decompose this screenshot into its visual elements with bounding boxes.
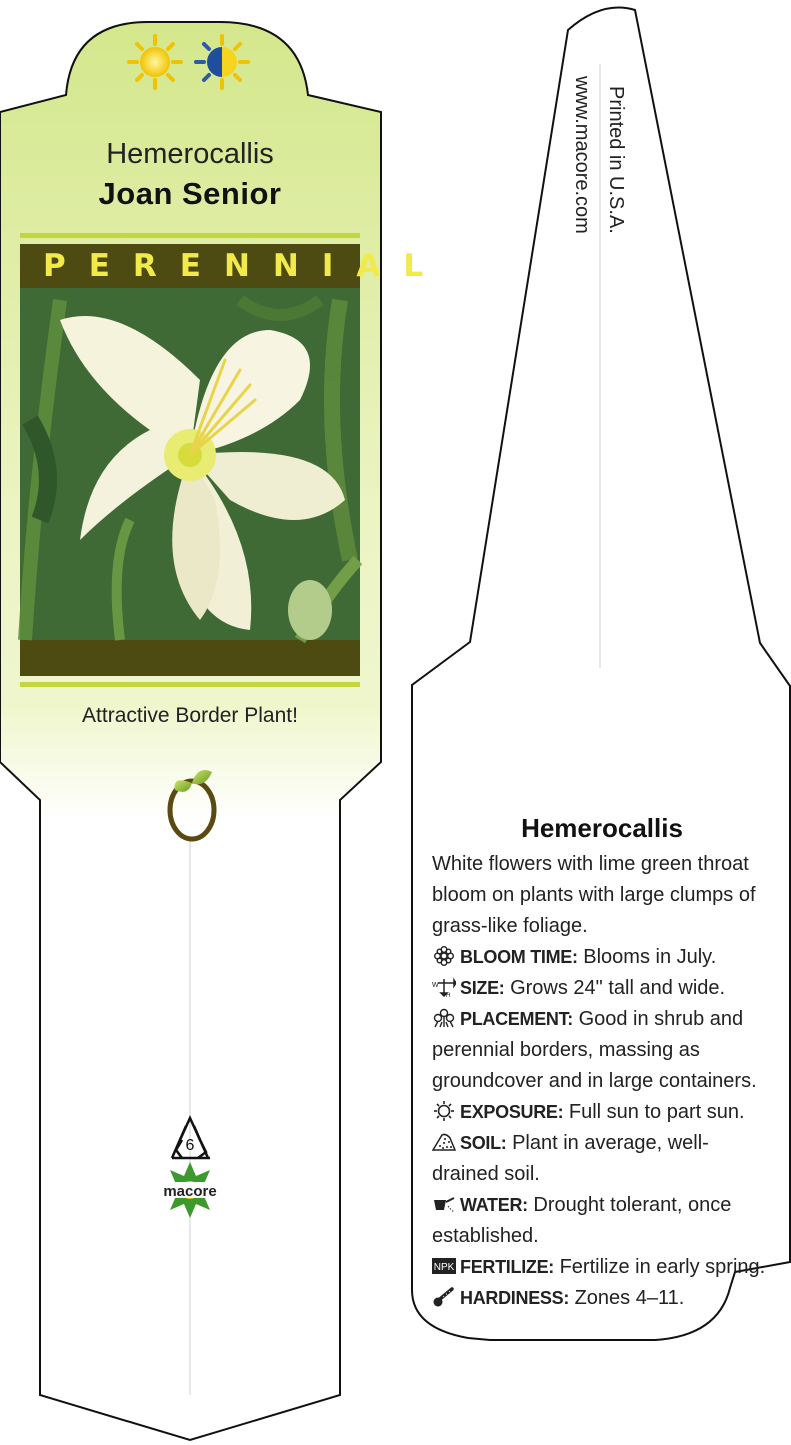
placement-row: PLACEMENT: Good in shrub and perennial borders, massing as groundcover and in large containers.: [432, 1008, 757, 1092]
hardiness-row: HARDINESS: Zones 4–11.: [432, 1283, 762, 1314]
placement-icon: [432, 1008, 456, 1028]
full-sun-icon: [129, 36, 181, 88]
website-link[interactable]: www.macore.com: [571, 76, 593, 234]
soil-icon: [432, 1132, 456, 1152]
part-sun-icon: [196, 36, 248, 88]
fertilize-icon: [432, 1256, 456, 1276]
exposure-row: EXPOSURE: Full sun to part sun.: [432, 1097, 762, 1128]
back-body: [432, 849, 766, 1314]
water-icon: [432, 1194, 456, 1214]
exposure-icon: [432, 1101, 456, 1121]
printed-in-label: Printed in U.S.A.: [605, 86, 627, 234]
tagline: Attractive Border Plant!: [82, 704, 298, 727]
hardiness-icon: [432, 1287, 456, 1307]
fertilize-row: NPK FERTILIZE: Fertilize in early spring.: [433, 1256, 766, 1278]
macore-logo-text: macore: [163, 1183, 217, 1200]
plant-cultivar: Joan Senior: [98, 176, 282, 211]
bloom-time-icon: [432, 946, 456, 966]
category-label: PERENNIAL: [43, 248, 447, 284]
flower-photo: [20, 288, 360, 640]
recycle-number: 6: [185, 1137, 195, 1154]
svg-text:NPK: NPK: [433, 1262, 455, 1273]
svg-text:H: H: [446, 993, 451, 997]
bloom-time-row: BLOOM TIME: Blooms in July.: [432, 942, 762, 973]
soil-row: SOIL: Plant in average, well-drained soil.: [432, 1132, 709, 1185]
size-row: W H SIZE: Grows 24" tall and wide.: [432, 977, 726, 999]
plant-genus: Hemerocallis: [106, 138, 274, 170]
photo-bottom-band: [20, 640, 360, 676]
size-icon: [432, 977, 456, 997]
plant-description: White flowers with lime green throat bloom on plants with large clumps of grass-like foliage.: [432, 853, 756, 937]
water-row: WATER: Drought tolerant, once established.: [432, 1194, 732, 1247]
back-title: Hemerocallis: [521, 813, 683, 843]
svg-text:W: W: [432, 982, 439, 989]
